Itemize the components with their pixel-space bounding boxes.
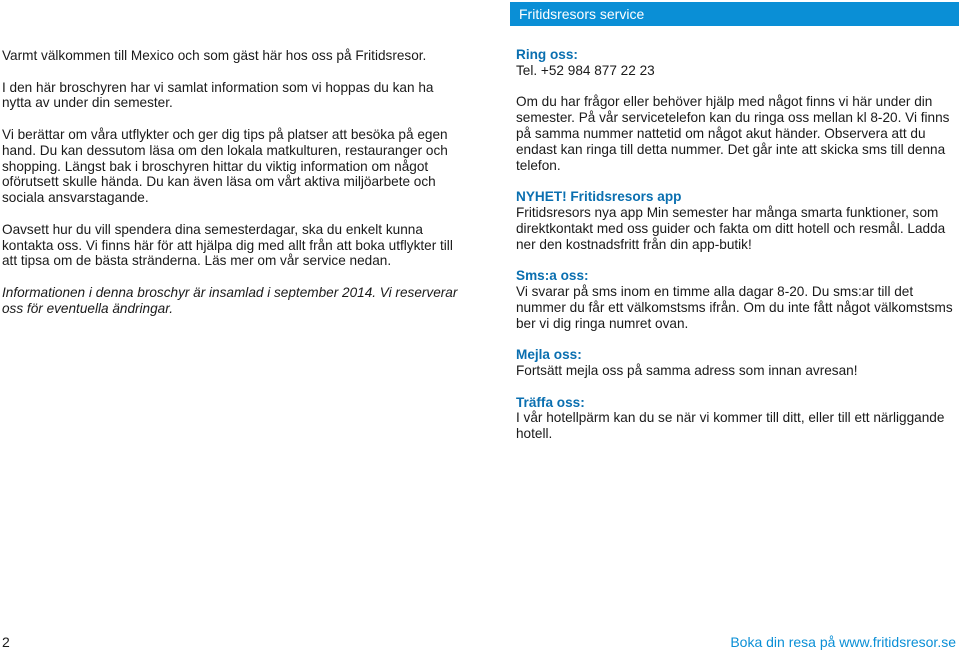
- intro-paragraph: Vi berättar om våra utflykter och ger dig tips på platser att besöka på egen hand. Du kan dessutom läsa om den lokala matkulturen, restauranger och shopping. Längst bak i broschyren hittar du viktig information om något oförutsett skulle hända. Du kan även läsa om vårt aktiva miljöarbete och sociala ansvarstagande.: [2, 126, 448, 206]
- sms-section: [516, 268, 956, 331]
- intro-paragraph: Varmt välkommen till Mexico och som gäst här hos oss på Fritidsresor.: [2, 48, 427, 63]
- intro-paragraph: I den här broschyren har vi samlat information som vi hoppas du kan ha nytta av under din semester.: [2, 79, 434, 111]
- call-heading: Ring oss:: [516, 47, 578, 62]
- section-header-bar: [510, 2, 959, 26]
- app-text: Fritidsresors nya app Min semester har många smarta funktioner, som direktkontakt med oss guider och fakta om ditt hotell och resmål. Ladda ner den kostnadsfritt från din app-butik!: [516, 204, 946, 252]
- disclaimer-note: Informationen i denna broschyr är insamlad i september 2014. Vi reserverar oss för eventuella ändringar.: [2, 284, 458, 316]
- app-heading: NYHET! Fritidsresors app: [516, 189, 682, 205]
- meet-section: [516, 395, 956, 442]
- mail-heading: Mejla oss:: [516, 347, 582, 363]
- sms-text: Vi svarar på sms inom en timme alla dagar 8-20. Du sms:ar till det nummer du får ett välkomstsms ifrån. Om du inte fått något välkomstsms ber vi dig ringa numret ovan.: [516, 283, 953, 331]
- mail-text: Fortsätt mejla oss på samma adress som innan avresan!: [516, 362, 858, 378]
- booking-link[interactable]: Boka din resa på www.fritidsresor.se: [730, 634, 956, 650]
- call-section: [516, 47, 956, 173]
- intro-column: [2, 48, 462, 332]
- section-title: Fritidsresors service: [519, 6, 645, 22]
- mail-section: [516, 347, 956, 379]
- phone-number: Tel. +52 984 877 22 23: [516, 62, 655, 78]
- contact-column: [516, 47, 956, 458]
- meet-text: I vår hotellpärm kan du se när vi kommer till ditt, eller till ett närliggande hotell.: [516, 410, 945, 442]
- call-text: Om du har frågor eller behöver hjälp med något finns vi här under din semester. På vår servicetelefon kan du ringa oss mellan kl 8-20. Vi finns på samma nummer nattetid om något akut händer. Observera att du endast kan ringa till detta nummer. Det går inte att skicka sms till denna telefon.: [516, 94, 950, 173]
- page-number: 2: [2, 634, 10, 650]
- intro-paragraph: Oavsett hur du vill spendera dina semesterdagar, ska du enkelt kunna kontakta oss. Vi finns här för att hjälpa dig med allt från att boka utflykter till att tipsa om de bästa stränderna. Läs mer om vår service nedan.: [2, 221, 453, 269]
- meet-heading: Träffa oss:: [516, 394, 585, 410]
- app-section: [516, 189, 956, 252]
- sms-heading: Sms:a oss:: [516, 268, 589, 284]
